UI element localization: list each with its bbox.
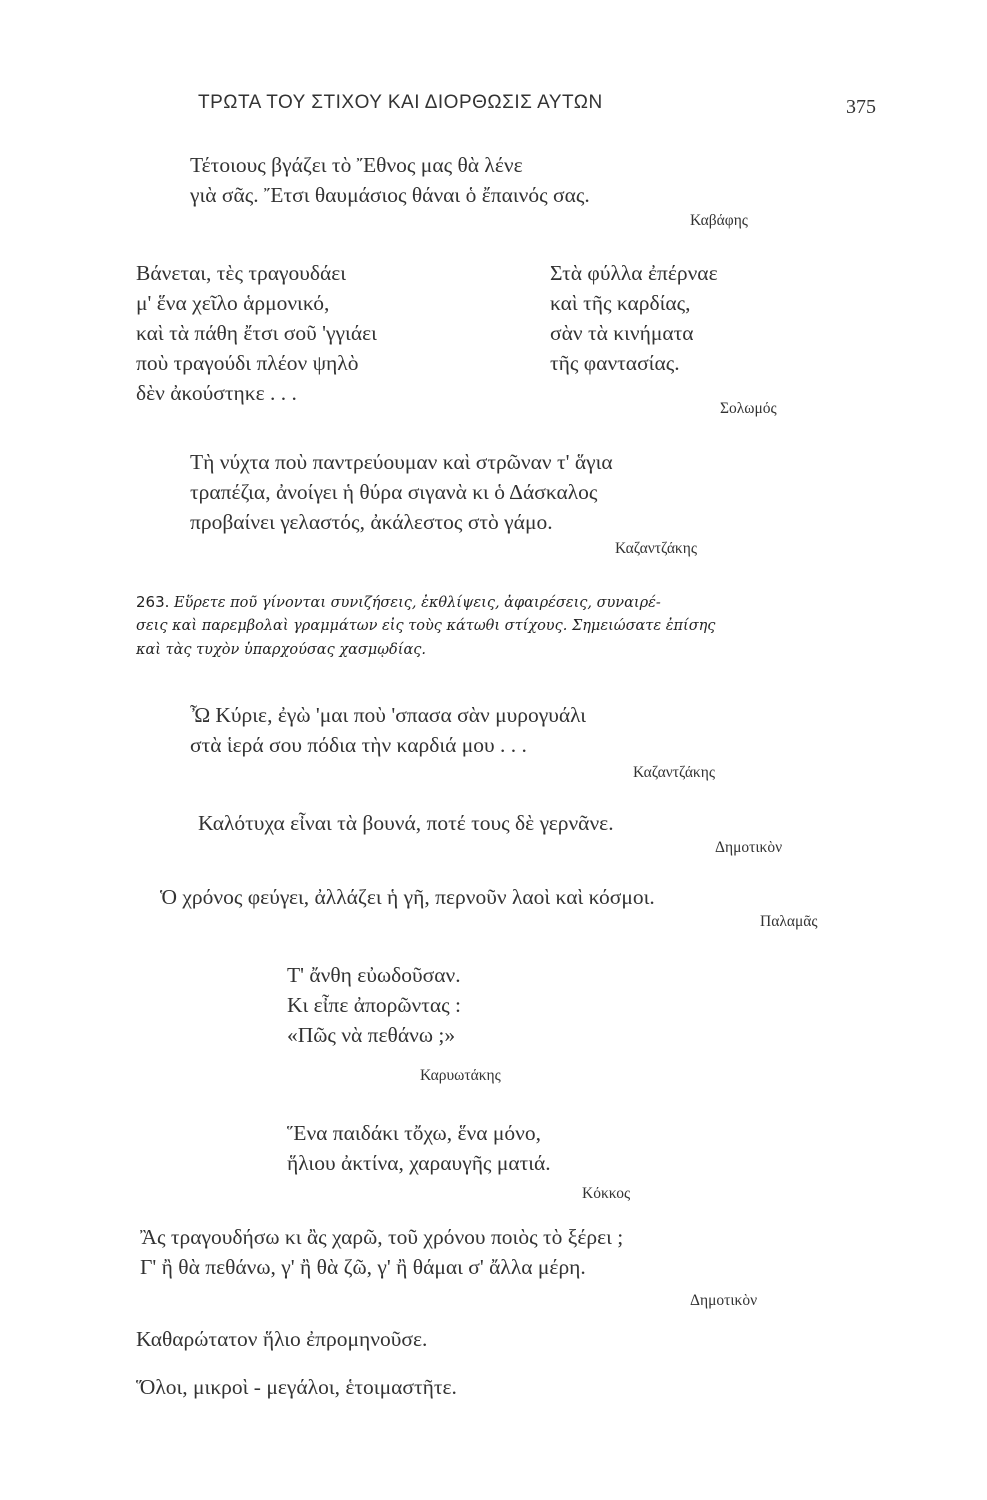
verse-line: «Πῶς νὰ πεθάνω ;» [287,1023,456,1047]
poem-solomos-right [550,258,718,378]
verse-line: δὲν ἀκούστηκε . . . [136,381,297,405]
exercise-text: σεις καὶ παρεμβολαὶ γραμμάτων εἰς τοὺς κάτωθι στίχους. Σημειώσατε ἐπίσης [136,618,716,634]
example-verse [198,808,614,838]
verse-line: Ὦ Κύριε, ἐγὼ 'μαι ποὺ 'σπασα σὰν μυρογυάλι [190,703,587,727]
verse-line: Τὴ νύχτα ποὺ παντρεύουμαν καὶ στρῶναν τ' ἅγια [190,450,613,474]
example-verse [190,700,586,760]
exercise-number: 263. [136,593,170,611]
verse-line: Τέτοιους βγάζει τὸ Ἔθνος μας θὰ λένε [190,153,523,177]
verse-line: Ὅλοι, μικροὶ - μεγάλοι, ἑτοιμαστῆτε. [136,1375,457,1399]
author-attribution: Καρυωτάκης [420,1067,501,1084]
verse-line: Ὁ χρόνος φεύγει, ἀλλάζει ἡ γῆ, περνοῦν λαοὶ καὶ κόσμοι. [160,885,655,909]
author-attribution: Κόκκος [582,1185,631,1202]
verse-line: γιὰ σᾶς. Ἔτσι θαυμάσιος θάναι ὁ ἔπαινός σας. [190,183,590,207]
verse-line: Ἂς τραγουδήσω κι ἂς χαρῶ, τοῦ χρόνου ποιὸς τὸ ξέρει ; [140,1225,624,1249]
exercise-text: καὶ τὰς τυχὸν ὑπαρχούσας χασμῳδίας. [136,642,426,658]
verse-line: σὰν τὰ κινήματα [550,321,694,345]
verse-line: Γ' ἢ θὰ πεθάνω, γ' ἢ θὰ ζῶ, γ' ἢ θάμαι σ' ἄλλα μέρη. [140,1255,586,1279]
verse-line: μ' ἕνα χεῖλο ἁρμονικό, [136,291,330,315]
example-verse [160,882,655,912]
author-attribution: Καζαντζάκης [633,764,715,781]
poem-kavafis [190,150,590,210]
verse-line: Βάνεται, τὲς τραγουδάει [136,261,347,285]
verse-line: Τ' ἄνθη εὐωδοῦσαν. [287,963,461,987]
verse-line: Καθαρώτατον ἥλιο ἐπρομηνοῦσε. [136,1327,428,1351]
verse-line: Στὰ φύλλα ἐπέρναε [550,261,718,285]
verse-line: ἥλιου ἀκτίνα, χαραυγῆς ματιά. [287,1151,551,1175]
example-verse [140,1222,623,1282]
verse-line: τραπέζια, ἀνοίγει ἡ θύρα σιγανὰ κι ὁ Δάσκαλος [190,480,598,504]
verse-line: στὰ ἱερά σου πόδια τὴν καρδιά μου . . . [190,733,527,757]
author-attribution: Δημοτικὸν [715,839,783,856]
author-attribution: Καζαντζάκης [615,540,697,557]
author-attribution: Παλαμᾶς [760,913,818,930]
running-title: ΤΡΩΤΑ ΤΟΥ ΣΤΙΧΟΥ ΚΑΙ ΔΙΟΡΘΩΣΙΣ ΑΥΤΩΝ [198,92,603,113]
example-verse [136,1372,457,1402]
poem-solomos-left [136,258,377,408]
verse-line: ποὺ τραγούδι πλέον ψηλὸ [136,351,359,375]
verse-line: τῆς φαντασίας. [550,351,680,375]
example-verse [287,1118,551,1178]
author-attribution: Δημοτικὸν [690,1292,758,1309]
verse-line: καὶ τὰ πάθη ἔτσι σοῦ 'γγιάει [136,321,377,345]
author-attribution: Καβάφης [690,212,748,229]
page-number: 375 [846,96,876,118]
verse-line: καὶ τῆς καρδίας, [550,291,691,315]
example-verse [287,960,461,1050]
exercise-263 [136,590,987,662]
verse-line: Ἕνα παιδάκι τὄχω, ἕνα μόνο, [287,1121,541,1145]
verse-line: προβαίνει γελαστός, ἀκάλεστος στὸ γάμο. [190,510,553,534]
verse-line: Καλότυχα εἶναι τὰ βουνά, ποτέ τους δὲ γερνᾶνε. [198,811,614,835]
author-attribution: Σολωμός [720,400,777,417]
exercise-text: Εὕρετε ποῦ γίνονται συνιζήσεις, ἐκθλίψεις, ἀφαιρέσεις, συναιρέ- [174,595,661,611]
verse-line: Κι εἶπε ἀπορῶντας : [287,993,461,1017]
example-verse [136,1324,427,1354]
prose-kazantzakis [190,447,613,537]
